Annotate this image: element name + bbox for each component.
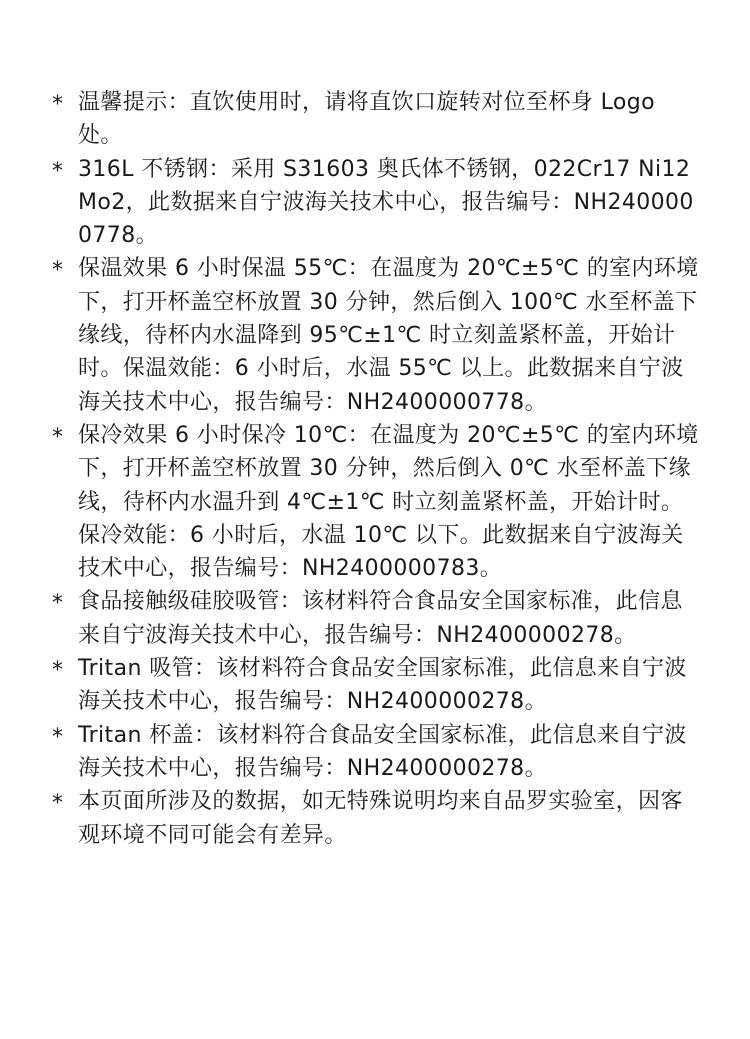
note-item-drinking-tip bbox=[52, 86, 702, 153]
note-item-tritan-lid bbox=[52, 719, 702, 786]
note-text: 温馨提示：直饮使用时，请将直饮口旋转对位至杯身 Logo 处。 bbox=[78, 90, 655, 149]
asterisk-bullet: * bbox=[52, 424, 64, 450]
note-text: Tritan 杯盖：该材料符合食品安全国家标准，此信息来自宁波海关技术中心，报告编号：NH2400000278。 bbox=[78, 722, 687, 781]
asterisk-bullet: * bbox=[52, 791, 64, 817]
note-item-heat-retention bbox=[52, 252, 702, 418]
asterisk-bullet: * bbox=[52, 591, 64, 617]
note-text: 316L 不锈钢：采用 S31603 奥氏体不锈钢，022Cr17 Ni12Mo2，此数据来自宁波海关技术中心，报告编号：NH2400000778。 bbox=[78, 156, 694, 249]
asterisk-bullet: * bbox=[52, 92, 64, 117]
asterisk-bullet: * bbox=[52, 258, 64, 284]
note-text: 本页面所涉及的数据，如无特殊说明均来自品罗实验室，因客观环境不同可能会有差异。 bbox=[78, 789, 683, 848]
note-item-tritan-straw bbox=[52, 652, 702, 719]
asterisk-bullet: * bbox=[52, 658, 64, 684]
note-item-silicone-straw bbox=[52, 585, 702, 652]
note-item-stainless-steel bbox=[52, 153, 702, 253]
note-item-cold-retention bbox=[52, 419, 702, 585]
note-text: 保冷效果 6 小时保冷 10℃：在温度为 20℃±5℃ 的室内环境下，打开杯盖空杯放置 30 分钟，然后倒入 0℃ 水至杯盖下缘线，待杯内水温升到 4℃±1℃ 时立刻盖紧杯盖，开始计时。保冷效能：6 小时后，水温 10℃ 以下。此数据来自宁波海关技术中心，报告编号：NH2400000783。 bbox=[78, 422, 699, 582]
asterisk-bullet: * bbox=[52, 158, 64, 184]
disclaimer-notes-list bbox=[52, 86, 702, 852]
note-text: 保温效果 6 小时保温 55℃：在温度为 20℃±5℃ 的室内环境下，打开杯盖空杯放置 30 分钟，然后倒入 100℃ 水至杯盖下缘线，待杯内水温降到 95℃±1℃ 时立刻盖紧杯盖，开始计时。保温效能：6 小时后，水温 55℃ 以上。此数据来自宁波海关技术中心，报告编号：NH2400000778。 bbox=[78, 256, 699, 415]
note-item-data-source bbox=[52, 785, 702, 852]
note-text: Tritan 吸管：该材料符合食品安全国家标准，此信息来自宁波海关技术中心，报告编号：NH2400000278。 bbox=[78, 656, 687, 715]
asterisk-bullet: * bbox=[52, 724, 64, 750]
note-text: 食品接触级硅胶吸管：该材料符合食品安全国家标准，此信息来自宁波海关技术中心，报告编号：NH2400000278。 bbox=[78, 589, 683, 648]
